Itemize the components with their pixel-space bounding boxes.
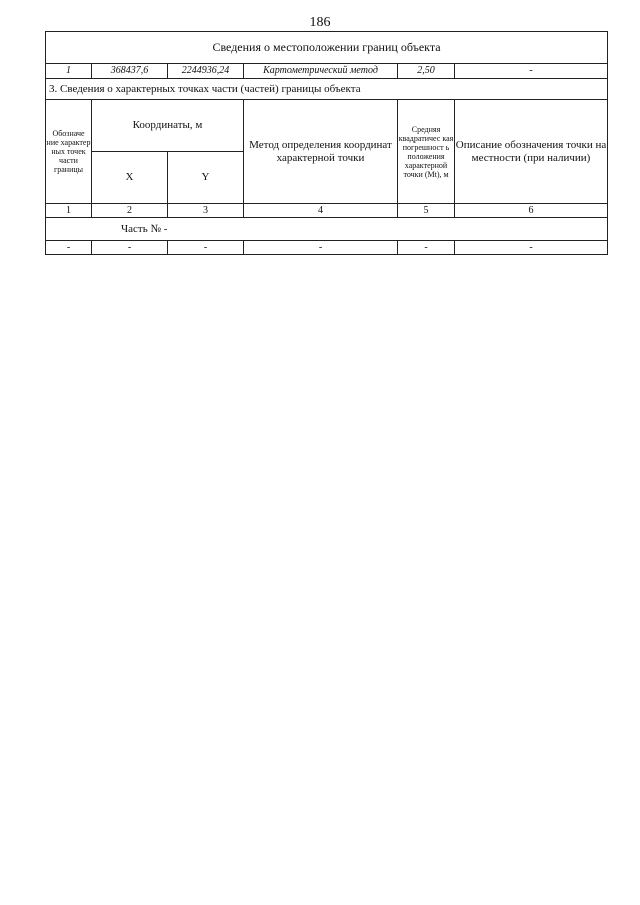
column-number: 2 [92, 204, 168, 218]
header-description: Описание обозначения точки на местности (при наличии) [455, 100, 608, 204]
table-cell: - [92, 241, 168, 255]
points-section-title: 3. Сведения о характерных точках части (частей) границы объекта [46, 79, 608, 100]
page-number: 186 [309, 15, 331, 30]
header-y: Y [168, 152, 244, 204]
table-cell: 2244936,24 [168, 64, 244, 79]
header-accuracy: Средняя квадратичес кая погрешност ь положения характерной точки (Mt), м [398, 100, 455, 204]
location-table [45, 31, 608, 79]
table-cell: Картометрический метод [244, 64, 398, 79]
column-number: 3 [168, 204, 244, 218]
table-cell: - [244, 241, 398, 255]
table-cell: - [46, 241, 92, 255]
table-cell: - [398, 241, 455, 255]
table-cell: - [168, 241, 244, 255]
column-number: 1 [46, 204, 92, 218]
table-row [46, 241, 608, 255]
table-cell: 1 [46, 64, 92, 79]
table-cell: 368437,6 [92, 64, 168, 79]
header-x: X [92, 152, 168, 204]
table-cell: 2,50 [398, 64, 455, 79]
location-section-title: Сведения о местоположении границ объекта [46, 32, 608, 64]
table-cell: - [455, 241, 608, 255]
table-row [46, 64, 608, 79]
points-table [45, 78, 608, 255]
column-number-row [46, 204, 608, 218]
column-number: 5 [398, 204, 455, 218]
table-cell: - [455, 64, 608, 79]
column-number: 6 [455, 204, 608, 218]
header-coordinates: Координаты, м [92, 100, 244, 152]
column-number: 4 [244, 204, 398, 218]
header-method: Метод определения координат характерной точки [244, 100, 398, 204]
header-point-designation: Обозначе ние характер ных точек части границы [46, 100, 92, 204]
part-label: Часть № - [46, 218, 608, 241]
